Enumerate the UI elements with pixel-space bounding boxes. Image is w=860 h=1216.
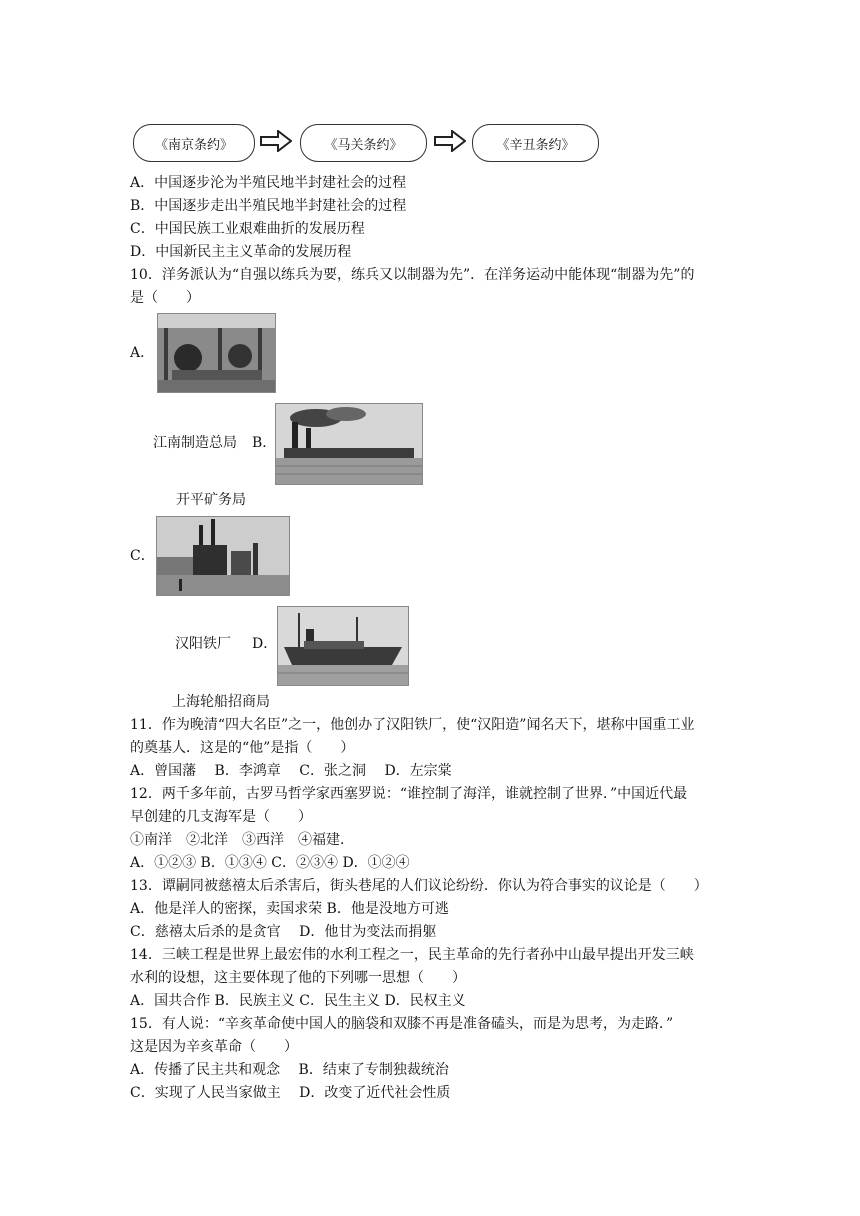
q15-stem-line1: 15．有人说：“辛亥革命使中国人的脑袋和双膝不再是准备磕头，而是为思考，为走路．” [130,1016,674,1032]
q10-option-c-label[interactable]: C． [130,548,155,564]
q12-stem-line1: 12．两千多年前，古罗马哲学家西塞罗说：“谁控制了海洋，谁就控制了世界．”中国近代最 [130,786,688,802]
q10-caption-steamship: 上海轮船招商局 [172,694,270,710]
q13-options-cd[interactable]: C．慈禧太后杀的是贪官 D．他甘为变法而捐躯 [130,924,437,940]
treaty-nanjing: 《南京条约》 [133,124,255,162]
q9-option-b[interactable]: B．中国逐步走出半殖民地半封建社会的过程 [130,198,407,214]
kaiping-mining-photo[interactable] [275,403,423,485]
treaty-maguan: 《马关条约》 [300,124,427,162]
q14-options[interactable]: A．国共合作 B．民族主义 C．民生主义 D．民权主义 [130,993,466,1009]
q10-option-b-label[interactable]: B． [252,435,277,451]
q11-options[interactable]: A．曾国藩 B．李鸿章 C．张之洞 D．左宗棠 [130,763,452,779]
right-arrow-icon [434,130,466,152]
q10-caption-kaiping: 开平矿务局 [176,492,246,508]
q10-caption-hanyang: 汉阳铁厂 [175,636,231,652]
q15-options-ab[interactable]: A．传播了民主共和观念 B．结束了专制独裁统治 [130,1062,449,1078]
q10-stem-line2: 是（ ） [130,290,200,306]
treaty-xinchou: 《辛丑条约》 [472,124,599,162]
q10-caption-jiangnan: 江南制造总局 [153,435,237,451]
right-arrow-icon [260,130,292,152]
q12-stem-line2: 早创建的几支海军是（ ） [130,809,312,825]
q11-stem-line1: 11．作为晚清“四大名臣”之一，他创办了汉阳铁厂，使“汉阳造”闻名天下，堪称中国重工业 [130,717,695,733]
q9-option-d[interactable]: D．中国新民主主义革命的发展历程 [130,244,352,260]
q15-options-cd[interactable]: C．实现了人民当家做主 D．改变了近代社会性质 [130,1085,451,1101]
q10-option-a-label[interactable]: A． [130,345,155,361]
q12-options[interactable]: A．①②③ B．①③④ C．②③④ D．①②④ [130,855,410,871]
hanyang-ironworks-photo[interactable] [156,516,290,596]
q13-stem: 13．谭嗣同被慈禧太后杀害后，街头巷尾的人们议论纷纷．你认为符合事实的议论是（ ） [130,878,708,894]
q13-options-ab[interactable]: A．他是洋人的密探，卖国求荣 B．他是没地方可逃 [130,901,449,917]
q10-stem-line1: 10．洋务派认为“自强以练兵为要，练兵又以制器为先”．在洋务运动中能体现“制器为先”的 [130,267,695,283]
q10-option-d-label[interactable]: D． [252,636,278,652]
q11-stem-line2: 的奠基人．这是的“他”是指（ ） [130,740,355,756]
q12-items: ①南洋 ②北洋 ③西洋 ④福建． [130,832,354,848]
q9-option-a[interactable]: A．中国逐步沦为半殖民地半封建社会的过程 [130,175,407,191]
q9-option-c[interactable]: C．中国民族工业艰难曲折的发展历程 [130,221,365,237]
q14-stem-line2: 水利的设想，这主要体现了他的下列哪一思想（ ） [130,970,466,986]
jiangnan-arsenal-photo[interactable] [157,313,276,393]
china-merchants-steamship-photo[interactable] [277,606,409,686]
q14-stem-line1: 14．三峡工程是世界上最宏伟的水利工程之一，民主革命的先行者孙中山最早提出开发三峡 [130,947,694,963]
q15-stem-line2: 这是因为辛亥革命（ ） [130,1039,298,1055]
